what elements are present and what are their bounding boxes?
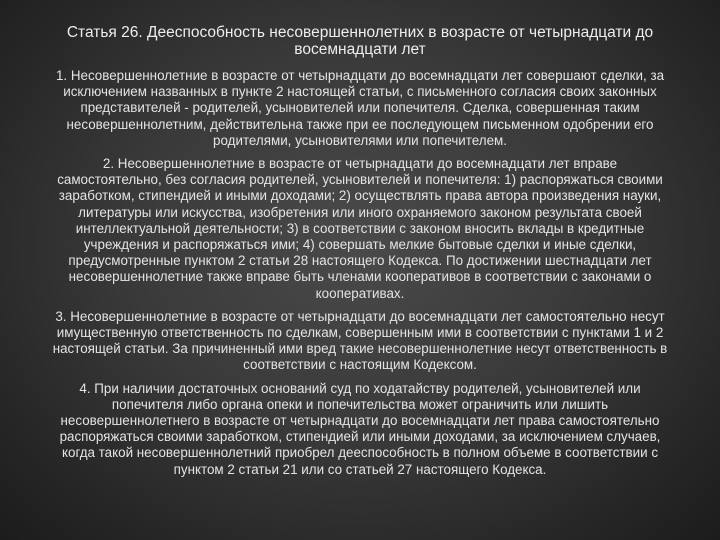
paragraph-1: 1. Несовершеннолетние в возрасте от четырнадцати до восемнадцати лет совершают сделки, за исключением названных в пункте 2 настоящей статьи, с письменного согласия своих законных представителей - родителей, усыновителей или попечителя. Сделка, совершенная таким несовершеннолетним, действительна также при ее последующем письменном одобрении его родителями, усыновителями или попечителем.: [55, 68, 665, 148]
paragraph-3: 3. Несовершеннолетние в возрасте от четырнадцати до восемнадцати лет самостоятельно несут имущественную ответственность по сделкам, совершенным ими в соответствии с пунктами 1 и 2 настоящей статьи. За причиненный ими вред такие несовершеннолетние несут ответственность в соответствии с настоящим Кодексом.: [52, 308, 668, 373]
page-title: Статья 26. Дееспособность несовершеннолетних в возрасте от четырнадцати до восемнадцати лет: [66, 24, 654, 58]
paragraph-2: 2. Несовершеннолетние в возрасте от четырнадцати до восемнадцати лет вправе самостоятельно, без согласия родителей, усыновителей и попечителя: 1) распоряжаться своими заработком, стипендией и иными доходами; 2) осуществлять права автора произведения науки, литературы или искусства, изобретения или иного охраняемого законом результата своей интеллектуальной деятельности; 3) в соответствии с законом вносить вклады в кредитные учреждения и распоряжаться ими; 4) совершать мелкие бытовые сделки и иные сделки, предусмотренные пунктом 2 статьи 28 настоящего Кодекса. По достижении шестнадцати лет несовершеннолетние также вправе быть членами кооперативов в соответствии с законами о кооперативах.: [57, 156, 663, 301]
paragraph-4: 4. При наличии достаточных оснований суд по ходатайству родителей, усыновителей или попечителя либо органа опеки и попечительства может ограничить или лишить несовершеннолетнего в возрасте от четырнадцати до восемнадцати лет права самостоятельно распоряжаться своими заработком, стипендией или иными доходами, за исключением случаев, когда такой несовершеннолетний приобрел дееспособность в полном объеме в соответствии с пунктом 2 статьи 21 или со статьей 27 настоящего Кодекса.: [59, 380, 661, 477]
